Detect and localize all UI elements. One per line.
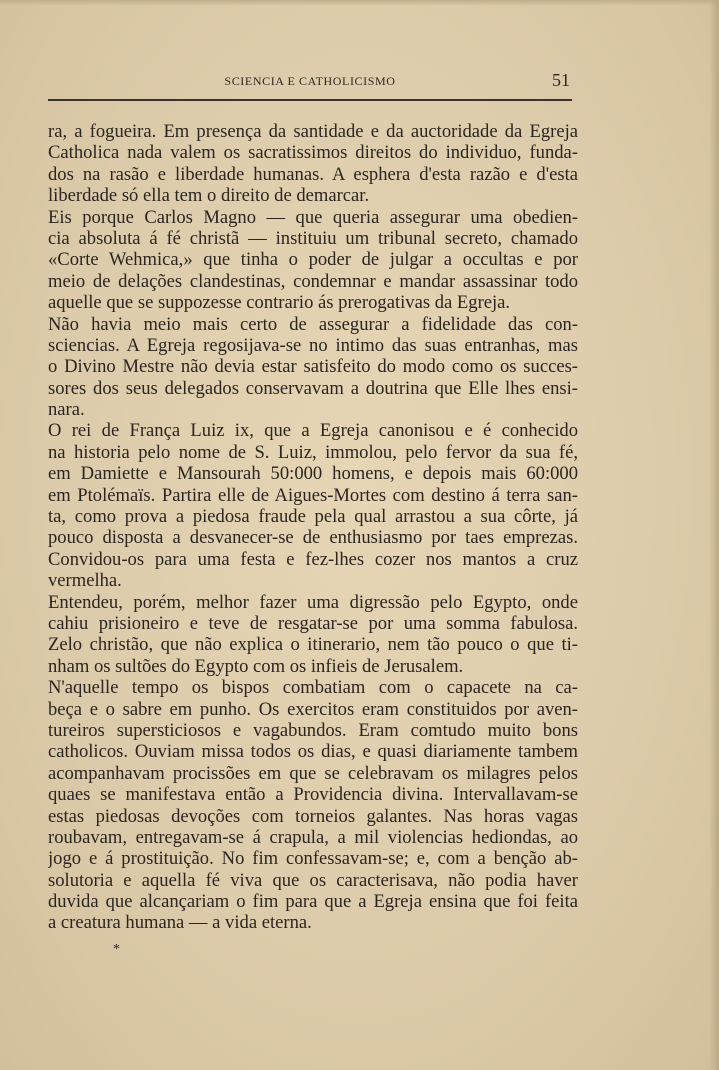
text-line: quaes se manifestava então a Providencia divina. Intervallavam-se (48, 784, 578, 806)
text-line: beça e o sabre em punho. Os exercitos eram constituidos por aven- (48, 698, 578, 720)
text-line: sciencias. A Egreja regosijava-se no intimo das suas entranhas, mas (48, 334, 578, 356)
page-right-edge (709, 0, 719, 1070)
text-line: liberdade só ella tem o direito de demarcar. (48, 185, 370, 207)
page-header (48, 70, 572, 100)
text-line: jogo e á prostituição. No fim confessavam-se; e, com a benção ab- (48, 848, 578, 870)
page-top-edge (0, 0, 719, 6)
text-line: sores dos seus delegados conservavam a doutrina que Elle lhes ensi- (48, 377, 578, 399)
text-line: Convidou-os para uma festa e fez-lhes cozer nos mantos a cruz (48, 548, 578, 570)
footer-mark: * (113, 942, 120, 957)
text-line: Não havia meio mais certo de assegurar a fidelidade das con- (48, 313, 578, 335)
text-line: meio de delações clandestinas, condemnar e mandar assassinar todo (48, 270, 578, 292)
text-line: dos na rasão e liberdade humanas. A esphera d'esta razão e d'esta (48, 163, 578, 185)
text-line: ra, a fogueira. Em presença da santidade e da auctoridade da Egreja (48, 121, 578, 142)
text-line: O rei de França Luiz ix, que a Egreja canonisou e é conhecido (48, 420, 578, 442)
text-line: Zelo christão, que não explica o itinerario, nem tão pouco o que ti- (48, 634, 578, 656)
text-line: aquelle que se suppozesse contrario ás prerogativas da Egreja. (48, 292, 511, 314)
running-head: SCIENCIA E CATHOLICISMO (224, 74, 396, 88)
page-number: 51 (552, 70, 570, 90)
text-line: nham os sultões do Egypto com os infieis de Jerusalem. (48, 655, 464, 677)
body-text (48, 121, 578, 934)
text-line: na historia pelo nome de S. Luiz, immolou, pelo fervor da sua fé, (48, 441, 578, 463)
text-line: ta, como prova a piedosa fraude pela qual arrastou a sua côrte, já (48, 506, 578, 528)
text-line: estas piedosas devoções com torneios galantes. Nas horas vagas (48, 805, 578, 827)
text-line: Eis porque Carlos Magno — que queria assegurar uma obedien- (48, 206, 578, 228)
text-line: roubavam, entregavam-se á crapula, a mil violencias hediondas, ao (48, 826, 578, 848)
text-line: em Ptolémaïs. Partira elle de Aigues-Mortes com destino á terra san- (48, 484, 578, 506)
text-line: acompanhavam procissões em que se celebravam os milagres pelos (48, 762, 578, 784)
text-line: cahiu prisioneiro e teve de resgatar-se por uma somma fabulosa. (48, 612, 578, 634)
text-line: em Damiette e Mansourah 50:000 homens, e depois mais 60:000 (48, 463, 578, 485)
text-line: a creatura humana — a vida eterna. (48, 912, 312, 934)
text-line: pouco disposta a desvanecer-se de enthusiasmo por taes emprezas. (48, 527, 578, 549)
text-line: nara. (48, 399, 85, 421)
text-line: duvida que alcançariam o fim para que a Egreja ensina que foi feita (48, 891, 578, 913)
text-line: o Divino Mestre não devia estar satisfeito do modo como os succes- (48, 356, 578, 378)
text-line: vermelha. (48, 570, 122, 592)
text-line: solutoria e aquella fé viva que os caracterisava, não podia haver (48, 869, 578, 891)
header-rule (48, 99, 572, 101)
text-line: «Corte Wehmica,» que tinha o poder de julgar a occultas e por (48, 249, 578, 271)
text-line: catholicos. Ouviam missa todos os dias, e quasi diariamente tambem (48, 741, 578, 763)
text-line: Catholica nada valem os sacratissimos direitos do individuo, funda- (48, 142, 578, 164)
text-line: N'aquelle tempo os bispos combatiam com o capacete na ca- (48, 677, 578, 699)
text-line: tureiros supersticiosos e vagabundos. Eram comtudo muito bons (48, 719, 578, 741)
text-line: cia absoluta á fé christã — instituiu um tribunal secreto, chamado (48, 227, 578, 249)
text-line: Entendeu, porém, melhor fazer uma digressão pelo Egypto, onde (48, 591, 578, 613)
